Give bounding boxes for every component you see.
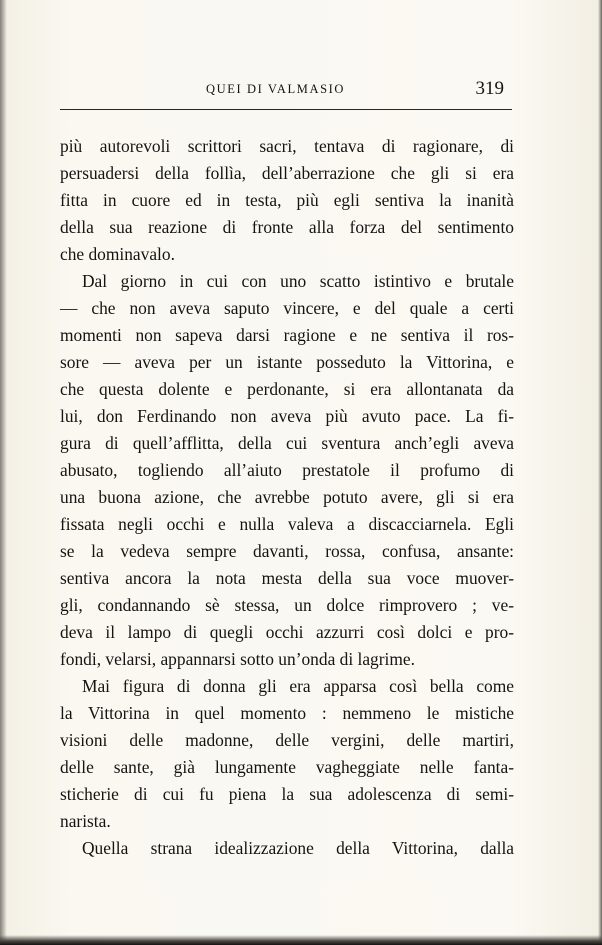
text-line: una buona azione, che avrebbe potuto avere, gli si era xyxy=(60,487,514,507)
text-line: fitta in cuore ed in testa, più egli sentiva la inanità xyxy=(60,190,514,210)
text-line: visioni delle madonne, delle vergini, delle martiri, xyxy=(60,730,514,750)
text-line: deva il lampo di quegli occhi azzurri così dolci e pro- xyxy=(60,622,514,642)
header-rule xyxy=(60,109,512,110)
page-gutter-shadow xyxy=(0,0,7,945)
text-line: momenti non sapeva darsi ragione e ne sentiva il ros- xyxy=(60,325,514,345)
text-line: fondi, velarsi, appannarsi sotto un’onda di lagrime. xyxy=(60,649,415,669)
page-right-edge xyxy=(598,0,602,945)
running-title: QUEI DI VALMASIO xyxy=(206,82,346,96)
text-line: fissata negli occhi e nulla valeva a discacciarnela. Egli xyxy=(60,514,514,534)
text-line: della sua reazione di fronte alla forza del sentimento xyxy=(60,217,514,237)
text-line: se la vedeva sempre davanti, rossa, confusa, ansante: xyxy=(60,541,514,561)
text-line: delle sante, già lungamente vagheggiate nelle fanta- xyxy=(60,757,514,777)
paragraph-start-line: Quella strana idealizzazione della Vittorina, dalla xyxy=(82,838,514,858)
text-line: sentiva ancora la nota mesta della sua voce muover- xyxy=(60,568,514,588)
text-line: narista. xyxy=(60,811,111,831)
page-bottom-edge xyxy=(0,935,602,945)
text-line: che questa dolente e perdonante, si era allontanata da xyxy=(60,379,514,399)
text-line: più autorevoli scrittori sacri, tentava di ragionare, di xyxy=(60,136,514,156)
paragraph-start-line: Dal giorno in cui con uno scatto istintivo e brutale xyxy=(82,271,514,291)
text-line: lui, don Ferdinando non aveva più avuto pace. La fi- xyxy=(60,406,514,426)
text-line: la Vittorina in quel momento : nemmeno le mistiche xyxy=(60,703,514,723)
text-line: persuadersi della follìa, dell’aberrazione che gli si era xyxy=(60,163,514,183)
paragraph-start-line: Mai figura di donna gli era apparsa così bella come xyxy=(82,676,514,696)
text-line: abusato, togliendo all’aiuto prestatole il profumo di xyxy=(60,460,514,480)
page-number: 319 xyxy=(475,78,504,99)
text-line: — che non aveva saputo vincere, e del quale a certi xyxy=(60,298,514,318)
text-line: che dominavalo. xyxy=(60,244,175,264)
text-line: sore — aveva per un istante posseduto la Vittorina, e xyxy=(60,352,514,372)
body-text xyxy=(60,133,514,862)
running-header xyxy=(60,78,512,100)
text-line: sticherie di cui fu piena la sua adolescenza di semi- xyxy=(60,784,514,804)
text-line: gli, condannando sè stessa, un dolce rimprovero ; ve- xyxy=(60,595,514,615)
text-line: gura di quell’afflitta, della cui sventura anch’egli aveva xyxy=(60,433,514,453)
